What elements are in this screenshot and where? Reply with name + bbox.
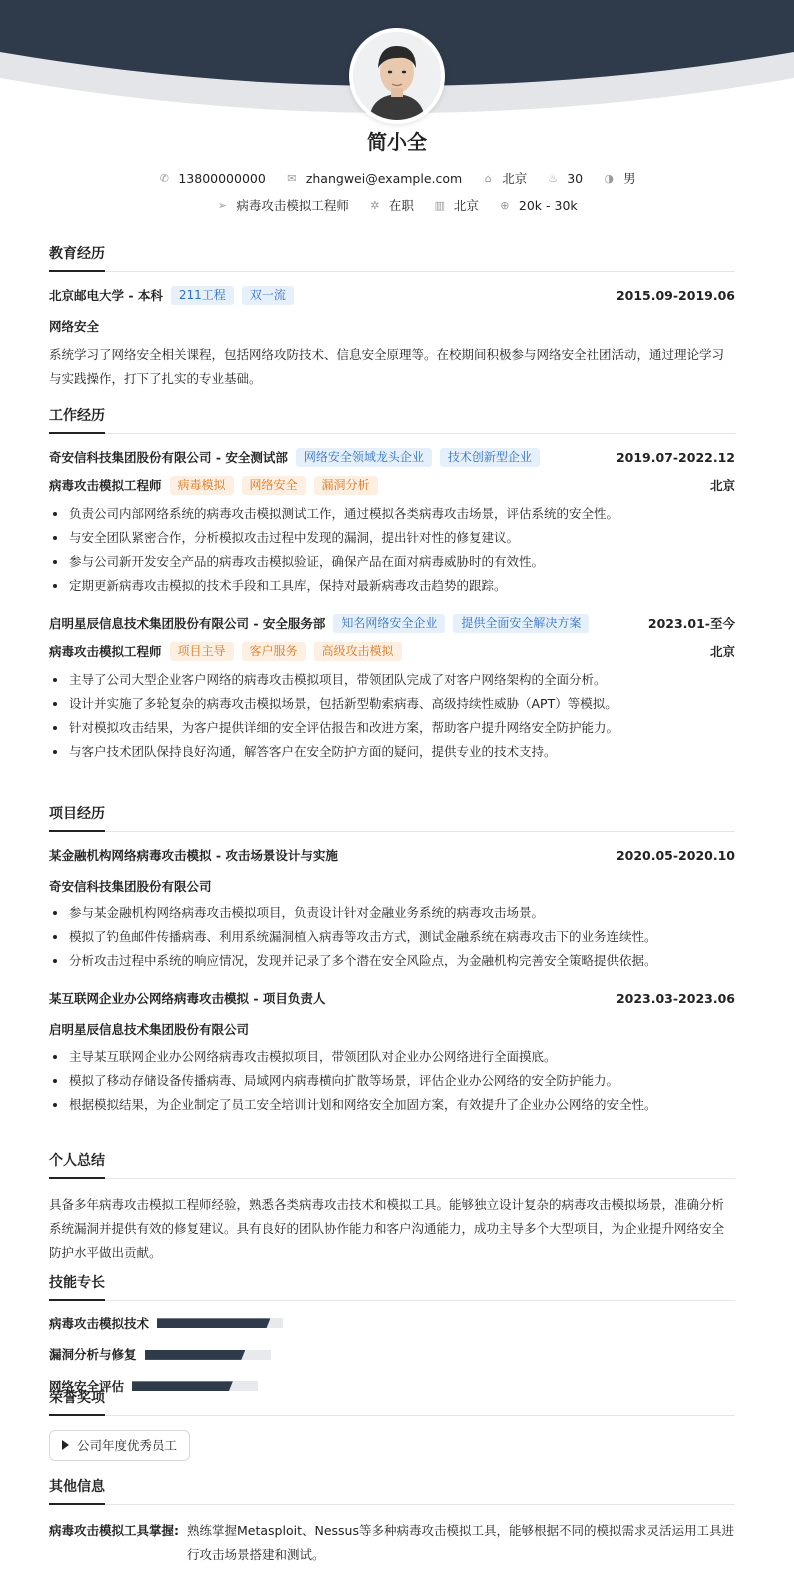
work-section bbox=[49, 407, 735, 780]
work-bullets bbox=[49, 668, 735, 764]
projects-title: 项目经历 bbox=[49, 805, 735, 832]
summary-section bbox=[49, 1152, 735, 1265]
skill-name: 漏洞分析与修复 bbox=[49, 1347, 137, 1363]
skill-bar-fill bbox=[145, 1350, 246, 1360]
phone-icon: ✆ bbox=[159, 171, 169, 185]
work-period: 2019.07-2022.12 bbox=[615, 449, 735, 465]
location-info bbox=[482, 170, 527, 188]
skill-item bbox=[49, 1346, 399, 1364]
list-item: 模拟了钓鱼邮件传播病毒、利用系统漏洞植入病毒等攻击方式，测试金融系统在病毒攻击下的业务连续性。 bbox=[49, 925, 735, 949]
work-title: 工作经历 bbox=[49, 407, 735, 434]
skill-item bbox=[49, 1315, 399, 1333]
list-item: 与客户技术团队保持良好沟通，解答客户在安全防护方面的疑问，提供专业的技术支持。 bbox=[49, 740, 735, 764]
status-text: 在职 bbox=[388, 198, 414, 213]
role-tag: 客户服务 bbox=[242, 642, 306, 661]
skill-bar-fill bbox=[157, 1318, 270, 1328]
major: 网络安全 bbox=[49, 318, 100, 334]
list-item: 主导某互联网企业办公网络病毒攻击模拟项目，带领团队对企业办公网络进行全面摸底。 bbox=[49, 1045, 735, 1069]
role-tag: 网络安全 bbox=[242, 476, 306, 495]
project-org: 启明星辰信息技术集团股份有限公司 bbox=[49, 1022, 250, 1038]
skill-bar bbox=[145, 1350, 271, 1360]
list-item: 参与公司新开发安全产品的病毒攻击模拟验证，确保产品在面对病毒威胁时的有效性。 bbox=[49, 550, 735, 574]
age-info bbox=[547, 170, 583, 188]
work-city: 北京 bbox=[709, 643, 735, 659]
work-bullets bbox=[49, 502, 735, 598]
company-tag: 技术创新型企业 bbox=[440, 448, 540, 467]
email-text: zhangwei@example.com bbox=[305, 171, 463, 186]
work-item bbox=[49, 448, 735, 598]
project-org: 奇安信科技集团股份有限公司 bbox=[49, 878, 212, 894]
other-row bbox=[49, 1519, 735, 1567]
gear-icon: ✲ bbox=[370, 198, 380, 212]
salary-text: 20k - 30k bbox=[518, 198, 578, 213]
role-name: 病毒攻击模拟工程师 bbox=[49, 477, 162, 493]
role-name: 病毒攻击模拟工程师 bbox=[49, 643, 162, 659]
job-title-text: 病毒攻击模拟工程师 bbox=[236, 198, 349, 213]
project-name: 某金融机构网络病毒攻击模拟 - 攻击场景设计与实施 bbox=[49, 847, 338, 863]
award-item[interactable] bbox=[49, 1430, 190, 1462]
list-item: 分析攻击过程中系统的响应情况，发现并记录了多个潜在安全风险点，为金融机构完善安全策略提供依据。 bbox=[49, 949, 735, 973]
awards-title: 荣誉奖项 bbox=[49, 1389, 735, 1416]
work-city: 北京 bbox=[709, 477, 735, 493]
list-item: 针对模拟攻击结果，为客户提供详细的安全评估报告和改进方案，帮助客户提升网络安全防护能力。 bbox=[49, 716, 735, 740]
work-period: 2023.01-至今 bbox=[647, 615, 735, 631]
project-bullets bbox=[49, 1045, 735, 1117]
company-tag: 知名网络安全企业 bbox=[333, 614, 445, 633]
work-item bbox=[49, 614, 735, 764]
company-name: 奇安信科技集团股份有限公司 - 安全测试部 bbox=[49, 449, 288, 465]
other-section bbox=[49, 1478, 735, 1567]
target-city-info bbox=[434, 197, 479, 215]
project-bullets bbox=[49, 901, 735, 973]
phone-info bbox=[158, 170, 265, 188]
company-tag: 网络安全领域龙头企业 bbox=[296, 448, 432, 467]
list-item: 模拟了移动存储设备传播病毒、局域网内病毒横向扩散等场景，评估企业办公网络的安全防护能力。 bbox=[49, 1069, 735, 1093]
list-item: 定期更新病毒攻击模拟的技术手段和工具库，保持对最新病毒攻击趋势的跟踪。 bbox=[49, 574, 735, 598]
phone-text: 13800000000 bbox=[178, 171, 266, 186]
other-label: 病毒攻击模拟工具掌握: bbox=[49, 1522, 179, 1538]
list-item: 参与某金融机构网络病毒攻击模拟项目，负责设计针对金融业务系统的病毒攻击场景。 bbox=[49, 901, 735, 925]
award-text: 公司年度优秀员工 bbox=[77, 1437, 178, 1453]
education-section bbox=[49, 245, 735, 391]
gender-icon: ◑ bbox=[604, 171, 614, 185]
list-item: 主导了公司大型企业客户网络的病毒攻击模拟项目，带领团队完成了对客户网络架构的全面分析。 bbox=[49, 668, 735, 692]
job-intent-row bbox=[0, 197, 794, 215]
skill-name: 病毒攻击模拟技术 bbox=[49, 1315, 150, 1331]
other-text: 熟练掌握Metasploit、Nessus等多种病毒攻击模拟工具，能够根据不同的模拟需求灵活运用工具进行攻击场景搭建和测试。 bbox=[187, 1522, 734, 1562]
project-item bbox=[49, 846, 735, 974]
skill-name: 网络安全评估 bbox=[49, 1378, 125, 1394]
school-tag: 双一流 bbox=[242, 286, 294, 305]
projects-section bbox=[49, 805, 735, 1133]
email-info bbox=[286, 170, 462, 188]
age-text: 30 bbox=[567, 171, 584, 186]
mail-icon: ✉ bbox=[287, 171, 297, 185]
education-period: 2015.09-2019.06 bbox=[615, 287, 735, 303]
school-degree: 北京邮电大学 - 本科 bbox=[49, 287, 163, 303]
education-row bbox=[49, 286, 735, 306]
role-tag: 病毒模拟 bbox=[170, 476, 234, 495]
role-tag: 高级攻击模拟 bbox=[314, 642, 402, 661]
avatar bbox=[349, 28, 445, 124]
location-text: 北京 bbox=[502, 171, 528, 186]
company-name: 启明星辰信息技术集团股份有限公司 - 安全服务部 bbox=[49, 615, 326, 631]
cake-icon: ♨ bbox=[548, 171, 559, 185]
summary-text: 具备多年病毒攻击模拟工程师经验，熟悉各类病毒攻击技术和模拟工具。能够独立设计复杂的病毒攻击模拟场景，准确分析系统漏洞并提供有效的修复建议。具有良好的团队协作能力和客户沟通能力，成功主导多个大型项目，为企业提升网络安全防护水平做出贡献。 bbox=[49, 1196, 725, 1260]
status-info bbox=[369, 197, 414, 215]
home-icon: ⌂ bbox=[484, 171, 492, 185]
avatar-portrait-icon bbox=[353, 32, 441, 120]
coin-icon: ⊕ bbox=[500, 198, 510, 212]
list-item: 与安全团队紧密合作，分析模拟攻击过程中发现的漏洞，提出针对性的修复建议。 bbox=[49, 526, 735, 550]
list-item: 负责公司内部网络系统的病毒攻击模拟测试工作，通过模拟各类病毒攻击场景，评估系统的安全性。 bbox=[49, 502, 735, 526]
role-tag: 项目主导 bbox=[170, 642, 234, 661]
skills-section bbox=[49, 1274, 735, 1395]
list-item: 根据模拟结果，为企业制定了员工安全培训计划和网络安全加固方案，有效提升了企业办公网络的安全性。 bbox=[49, 1093, 735, 1117]
salary-info bbox=[499, 197, 578, 215]
gender-text: 男 bbox=[623, 171, 636, 186]
education-title: 教育经历 bbox=[49, 245, 735, 272]
list-item: 设计并实施了多轮复杂的病毒攻击模拟场景，包括新型勒索病毒、高级持续性威胁（APT）等模拟。 bbox=[49, 692, 735, 716]
skill-bar bbox=[157, 1318, 283, 1328]
send-icon: ➢ bbox=[217, 198, 227, 212]
candidate-name: 简小全 bbox=[367, 130, 427, 154]
job-title-info bbox=[216, 197, 349, 215]
awards-section bbox=[49, 1389, 735, 1461]
project-item bbox=[49, 989, 735, 1117]
contact-row bbox=[0, 170, 794, 188]
skills-list bbox=[49, 1315, 735, 1396]
project-period: 2023.03-2023.06 bbox=[615, 991, 735, 1007]
school-tag: 211工程 bbox=[171, 286, 234, 305]
target-city-text: 北京 bbox=[453, 198, 479, 213]
project-period: 2020.05-2020.10 bbox=[615, 847, 735, 863]
project-name: 某互联网企业办公网络病毒攻击模拟 - 项目负责人 bbox=[49, 991, 326, 1007]
other-title: 其他信息 bbox=[49, 1478, 735, 1505]
play-triangle-icon bbox=[62, 1440, 69, 1450]
role-tag: 漏洞分析 bbox=[314, 476, 378, 495]
summary-title: 个人总结 bbox=[49, 1152, 735, 1179]
company-tag: 提供全面安全解决方案 bbox=[453, 614, 589, 633]
gender-info bbox=[603, 170, 636, 188]
skills-title: 技能专长 bbox=[49, 1274, 735, 1301]
education-desc: 系统学习了网络安全相关课程，包括网络攻防技术、信息安全原理等。在校期间积极参与网络安全社团活动，通过理论学习与实践操作，打下了扎实的专业基础。 bbox=[49, 347, 725, 387]
building-icon: ▥ bbox=[434, 198, 446, 212]
